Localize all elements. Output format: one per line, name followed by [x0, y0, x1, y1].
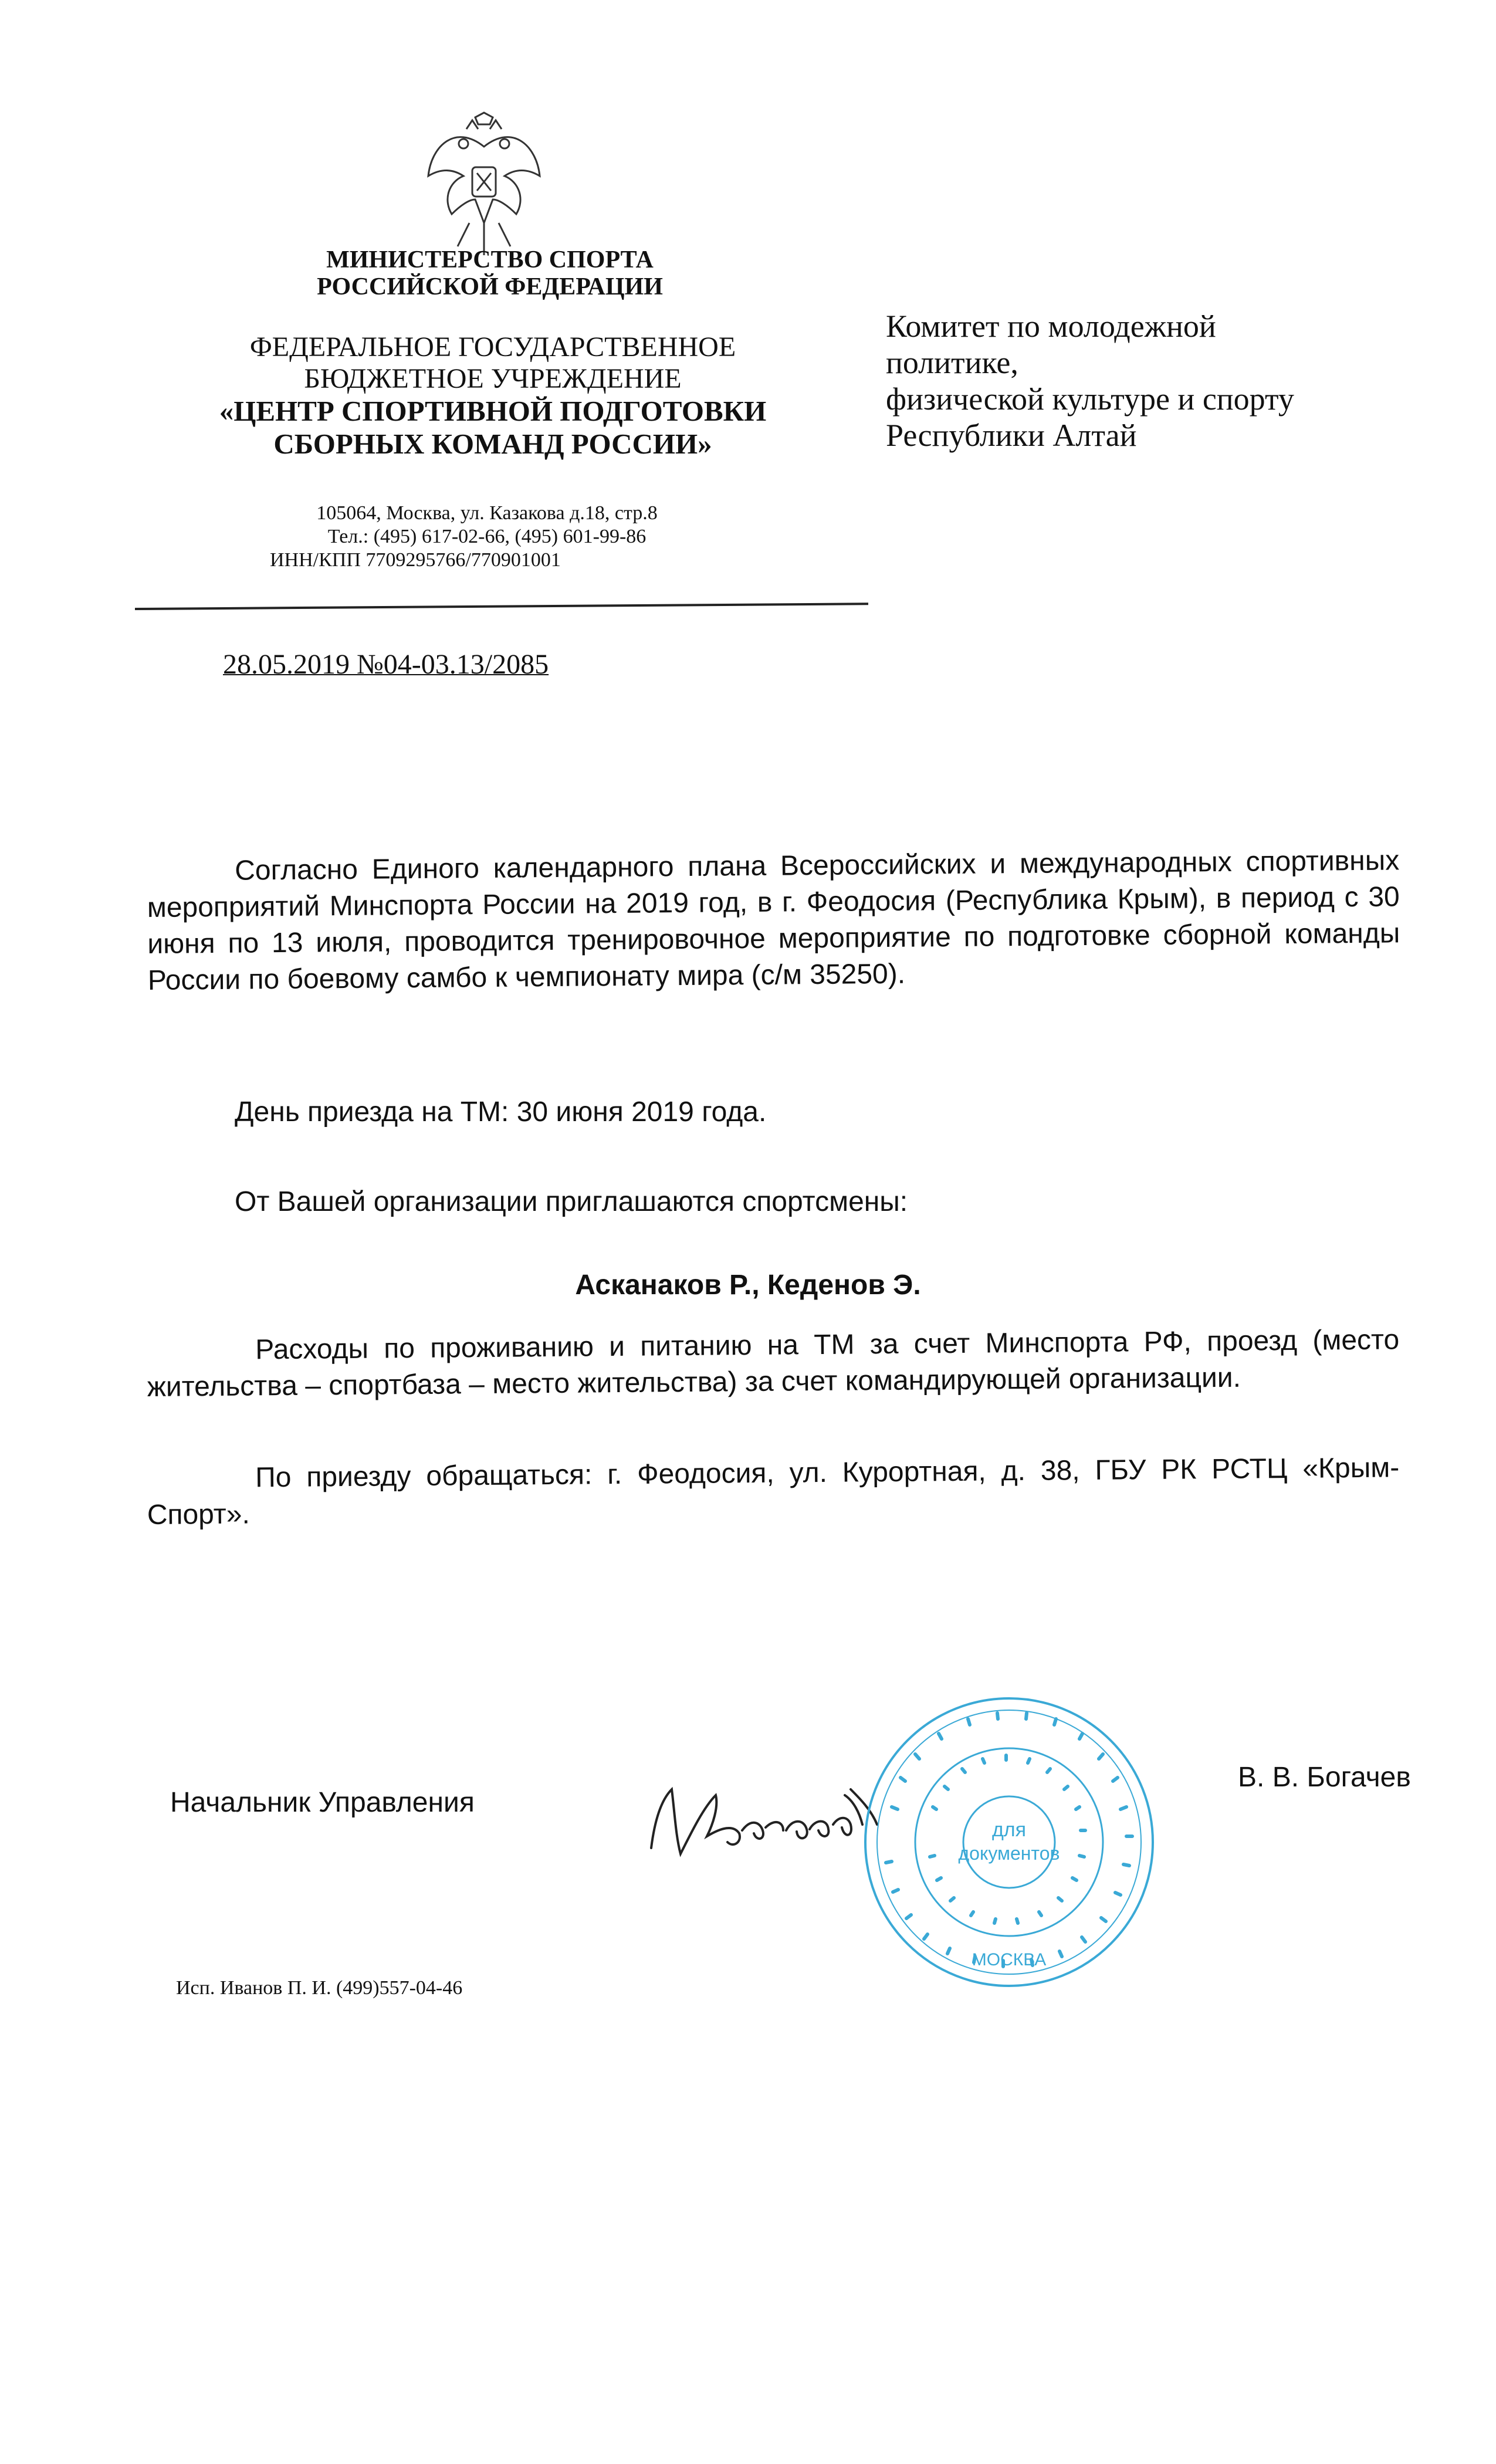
phone: Тел.: (495) 617-02-66, (495) 601-99-86: [327, 526, 647, 547]
outgoing-reference: 28.05.2019 №04-03.13/2085: [223, 649, 549, 680]
paragraph-expenses: Расходы по проживанию и питанию на ТМ за счет Минспорта РФ, проезд (место жительства – спортбаза – место жительства) за счет командирующей организации.: [147, 1324, 1400, 1403]
center-line2: СБОРНЫХ КОМАНД РОССИИ»: [273, 428, 712, 460]
signatory-title: Начальник Управления: [170, 1787, 475, 1818]
ministry-line1: МИНИСТЕРСТВО СПОРТА: [326, 246, 654, 273]
fgbu-line2: БЮДЖЕТНОЕ УЧРЕЖДЕНИЕ: [304, 363, 682, 394]
institution-name: [194, 395, 792, 461]
contact-block: [252, 502, 722, 572]
official-stamp: [857, 1690, 1162, 1995]
coat-of-arms-icon: [419, 111, 549, 264]
ministry-line2: РОССИЙСКОЙ ФЕДЕРАЦИИ: [317, 273, 663, 300]
recipient-line2: политике,: [886, 345, 1018, 380]
recipient-line4: Республики Алтай: [886, 418, 1137, 453]
paragraph-invited: От Вашей организации приглашаются спортсмены:: [235, 1186, 908, 1217]
inn-kpp: ИНН/КПП 7709295766/770901001: [270, 549, 561, 571]
stamp-inner-line2: документов: [958, 1843, 1060, 1864]
executor-contact: Исп. Иванов П. И. (499)557-04-46: [176, 1977, 463, 1999]
recipient-line3: физической культуре и спорту: [886, 381, 1294, 417]
athletes-list: Асканаков Р., Кеденов Э.: [575, 1270, 921, 1301]
stamp-inner-line1: для: [991, 1819, 1027, 1841]
paragraph-event: Согласно Единого календарного плана Всероссийских и международных спортивных мероприятий Минспорта России на 2019 год, в г. Феодосия (Республика Крым), в период с 30 июня по 13 июля, проводится тренировочное мероприятие по подготовке сборной команды России по боевому самбо к чемпионату мира (с/м 35250).: [147, 845, 1400, 996]
recipient-block: [886, 308, 1390, 453]
signatory-name: В. В. Богачев: [1238, 1762, 1411, 1793]
ministry-name: [258, 246, 722, 300]
paragraph-contact: По приезду обращаться: г. Феодосия, ул. Курортная, д. 38, ГБУ РК РСТЦ «Крым-Спорт».: [147, 1452, 1400, 1531]
fgbu-line1: ФЕДЕРАЛЬНОЕ ГОСУДАРСТВЕННОЕ: [249, 331, 736, 363]
stamp-city: МОСКВА: [972, 1950, 1047, 1969]
letterhead-divider: [135, 603, 868, 610]
address: 105064, Москва, ул. Казакова д.18, стр.8: [316, 502, 658, 524]
recipient-line1: Комитет по молодежной: [886, 309, 1216, 344]
institution-type: [194, 331, 792, 395]
handwritten-signature: [639, 1760, 886, 1871]
paragraph-arrival: День приезда на ТМ: 30 июня 2019 года.: [235, 1096, 767, 1128]
center-line1: «ЦЕНТР СПОРТИВНОЙ ПОДГОТОВКИ: [219, 395, 767, 427]
